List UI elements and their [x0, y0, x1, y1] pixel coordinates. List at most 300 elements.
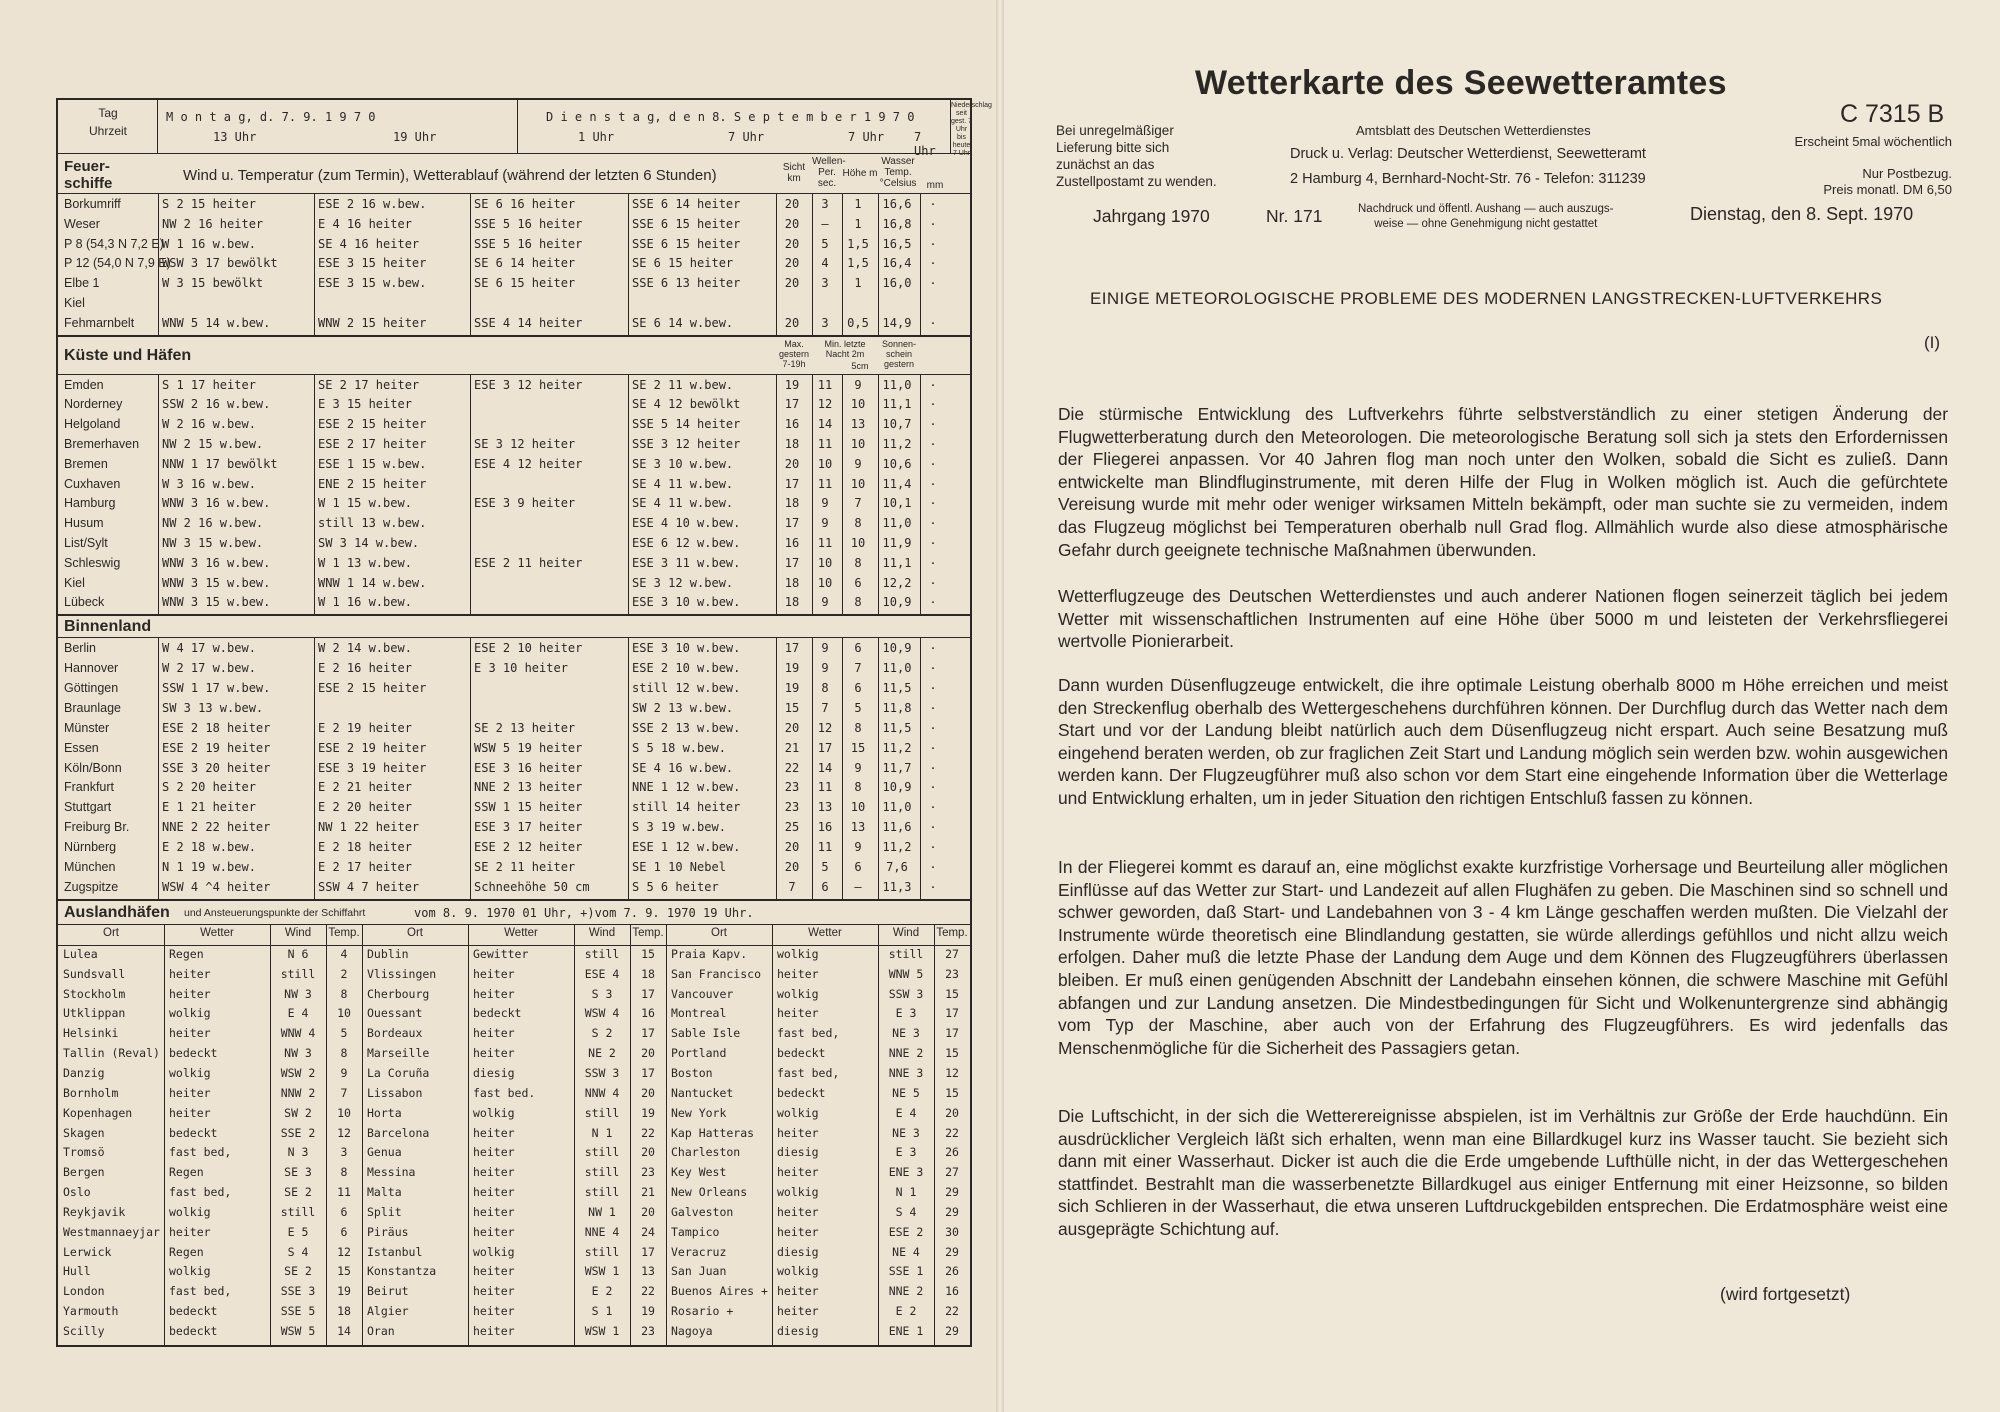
table-cell: S 4 — [895, 1204, 917, 1219]
table-cell: W 2 16 w.bew. — [162, 417, 256, 432]
ausland-col-header: Wind — [892, 926, 920, 939]
station-name: Zugspitze — [64, 879, 119, 894]
table-cell: . — [930, 491, 936, 509]
table-cell: 9 — [821, 496, 829, 511]
table-cell: SSW 3 — [888, 986, 924, 1001]
table-cell: NNW 4 — [584, 1085, 620, 1100]
table-cell: 11 — [817, 476, 833, 491]
col-mm: mm — [926, 180, 944, 191]
table-cell: 16,6 — [882, 197, 912, 211]
table-cell: wolkig — [777, 986, 819, 1001]
table-cell: 15 — [945, 1085, 959, 1100]
table-cell: Regen — [169, 946, 204, 961]
table-cell: 10 — [850, 800, 866, 815]
port-name: Boston — [671, 1065, 713, 1080]
table-cell: 6 — [854, 859, 862, 874]
table-cell: NW 3 — [284, 986, 312, 1001]
table-cell: 11 — [817, 535, 833, 550]
table-row — [58, 797, 970, 817]
port-name: Cherbourg — [367, 986, 430, 1001]
table-cell: 15 — [641, 946, 655, 961]
table-cell: E 2 21 heiter — [318, 780, 412, 795]
table-cell: 10,9 — [882, 595, 912, 610]
table-cell: 22 — [641, 1125, 655, 1140]
section-binnenland — [58, 616, 970, 901]
table-cell: 10,7 — [882, 417, 912, 432]
table-cell: SSW 1 15 heiter — [474, 800, 583, 815]
table-cell: 12 — [817, 397, 833, 412]
table-cell: W 1 16 w.bew. — [162, 236, 256, 251]
table-cell: heiter — [473, 1026, 515, 1041]
address: 2 Hamburg 4, Bernhard-Nocht-Str. 76 - Telefon: 311239 — [1290, 171, 1646, 187]
table-cell: 16,4 — [882, 256, 912, 271]
table-row — [58, 253, 970, 273]
table-cell: SW 2 — [284, 1105, 312, 1120]
port-name: Praia Kapv. — [671, 946, 748, 961]
table-cell: fast bed. — [473, 1085, 536, 1100]
column-divider — [666, 925, 667, 1345]
issue-number: Nr. 171 — [1266, 206, 1323, 226]
table-row — [58, 513, 970, 533]
table-cell: ESE 3 17 heiter — [474, 820, 583, 835]
table-cell: 17 — [641, 1026, 655, 1041]
port-name: Portland — [671, 1046, 727, 1061]
table-row — [58, 874, 970, 897]
table-cell: S 2 — [591, 1026, 613, 1041]
table-cell: SE 2 — [284, 1185, 312, 1200]
column-divider — [362, 925, 363, 1345]
port-name: La Coruña — [367, 1065, 430, 1080]
table-cell: still 13 w.bew. — [318, 516, 427, 531]
table-row — [58, 273, 970, 293]
table-cell: 10 — [817, 555, 833, 570]
table-cell: 1 — [854, 276, 862, 291]
port-name: Konstantza — [367, 1264, 437, 1279]
section-kueste — [58, 337, 970, 617]
table-cell: 8 — [854, 780, 862, 795]
table-cell: NNE 1 12 w.bew. — [632, 780, 741, 795]
table-cell: heiter — [169, 1105, 211, 1120]
table-cell: 21 — [641, 1185, 655, 1200]
table-cell: SE 6 15 heiter — [474, 276, 576, 291]
table-cell: 20 — [784, 236, 800, 251]
table-cell: 18 — [784, 595, 800, 610]
table-cell: 2 — [340, 966, 348, 981]
table-cell: heiter — [777, 1006, 819, 1021]
table-cell: S 5 6 heiter — [632, 879, 719, 894]
table-cell: heiter — [473, 1304, 515, 1319]
table-cell: 18 — [784, 436, 800, 451]
port-name: Beirut — [367, 1284, 409, 1299]
port-name: Horta — [367, 1105, 402, 1120]
port-name: Oslo — [63, 1185, 91, 1200]
table-cell: SE 4 11 w.bew. — [632, 476, 734, 491]
table-cell: ESE 2 10 w.bew. — [632, 661, 741, 676]
table-cell: NNE 2 22 heiter — [162, 820, 271, 835]
station-name: Kiel — [64, 575, 85, 590]
table-cell: 17 — [784, 516, 800, 531]
table-cell: 23 — [641, 1324, 655, 1339]
port-name: Utklippan — [63, 1006, 126, 1021]
table-cell: SE 6 16 heiter — [474, 197, 576, 211]
table-cell: 23 — [641, 1165, 655, 1180]
table-cell: 16,5 — [882, 236, 912, 251]
port-name: Danzig — [63, 1065, 105, 1080]
table-cell: heiter — [777, 1204, 819, 1219]
table-cell: 17 — [817, 740, 833, 755]
table-cell: E 4 16 heiter — [318, 216, 412, 231]
table-cell: SSE 2 — [280, 1125, 316, 1140]
table-cell: 14 — [337, 1324, 351, 1339]
table-cell: . — [930, 755, 936, 773]
table-cell: 10,9 — [882, 641, 912, 656]
column-divider — [468, 925, 469, 1345]
table-cell: 29 — [945, 1324, 959, 1339]
table-cell: heiter — [473, 1204, 515, 1219]
table-cell: N 1 — [591, 1125, 613, 1140]
table-cell: 11,1 — [882, 555, 912, 570]
table-cell: still — [584, 1185, 620, 1200]
table-cell: 1 — [854, 197, 862, 211]
table-cell: ESE 4 — [584, 966, 620, 981]
table-cell: bedeckt — [777, 1046, 826, 1061]
table-cell: 4 — [340, 946, 348, 961]
table-cell: 1,5 — [847, 256, 869, 271]
table-cell: SSE 5 16 heiter — [474, 216, 583, 231]
table-cell: 20 — [784, 216, 800, 231]
table-row — [58, 471, 970, 494]
table-cell: 3 — [821, 276, 829, 291]
table-cell: heiter — [473, 1224, 515, 1239]
table-cell: W 1 15 w.bew. — [318, 496, 412, 511]
port-name: Malta — [367, 1185, 402, 1200]
table-cell: ESE 2 17 heiter — [318, 436, 427, 451]
table-cell: 8 — [340, 1165, 348, 1180]
table-cell: . — [930, 715, 936, 733]
table-cell: 13 — [641, 1264, 655, 1279]
table-cell: E 2 — [895, 1304, 917, 1319]
table-cell: E 1 21 heiter — [162, 800, 256, 815]
table-cell: 6 — [340, 1204, 348, 1219]
port-name: Oran — [367, 1324, 395, 1339]
table-cell: heiter — [473, 1185, 515, 1200]
table-cell: 3 — [821, 315, 829, 330]
table-cell: 13 — [850, 820, 866, 835]
table-cell: 11 — [817, 377, 833, 392]
table-cell: 7 — [821, 700, 829, 715]
table-cell: 29 — [945, 1244, 959, 1259]
table-cell: S 3 19 w.bew. — [632, 820, 726, 835]
table-cell: . — [930, 511, 936, 529]
table-cell: still — [584, 1145, 620, 1160]
table-cell: 14,9 — [882, 315, 912, 330]
table-cell: ESE 1 15 w.bew. — [318, 456, 427, 471]
table-cell: ESE 3 15 heiter — [318, 256, 427, 271]
table-cell: ESE 2 11 heiter — [474, 555, 583, 570]
table-cell: 18 — [784, 496, 800, 511]
table-cell: SSW 4 7 heiter — [318, 879, 420, 894]
table-cell: heiter — [777, 1224, 819, 1239]
col-max: Max. gestern 7-19h — [778, 338, 810, 369]
port-name: Lissabon — [367, 1085, 423, 1100]
table-cell: 7,6 — [886, 859, 908, 874]
port-name: Vlissingen — [367, 966, 437, 981]
table-cell: . — [930, 775, 936, 793]
table-cell: SE 3 12 heiter — [474, 436, 576, 451]
port-name: Scilly — [63, 1324, 105, 1339]
table-cell: NE 5 — [892, 1085, 920, 1100]
table-cell: E 3 10 heiter — [474, 661, 568, 676]
station-name: Weser — [64, 216, 100, 231]
table-cell: 23 — [945, 966, 959, 981]
col-sonne: Sonnen- schein gestern — [881, 338, 917, 369]
table-cell: 5 — [854, 700, 862, 715]
table-cell: 11,1 — [882, 397, 912, 412]
table-cell: . — [930, 550, 936, 568]
table-row — [58, 854, 970, 877]
table-cell: ESE 4 12 heiter — [474, 456, 583, 471]
table-cell: 9 — [854, 760, 862, 775]
table-cell: S 2 15 heiter — [162, 197, 256, 211]
delivery-info: Bei unregelmäßiger Lieferung bitte sich zunächst an das Zustellpostamt zu wenden. — [1056, 123, 1217, 189]
table-cell: WSW 4 — [584, 1006, 620, 1021]
port-name: Skagen — [63, 1125, 105, 1140]
table-cell: 22 — [945, 1304, 959, 1319]
table-cell: E 2 16 heiter — [318, 661, 412, 676]
table-cell: heiter — [473, 1264, 515, 1279]
port-name: Rosario + — [671, 1304, 734, 1319]
header-tuesday: D i e n s t a g, d e n 8. S e p t e m b e r 1 9 7 0 — [546, 110, 915, 124]
table-cell: 20 — [641, 1046, 655, 1061]
table-cell: SW 3 14 w.bew. — [318, 535, 420, 550]
table-cell: 10 — [817, 575, 833, 590]
table-cell: SE 3 10 w.bew. — [632, 456, 734, 471]
subscription-info: Erscheint 5mal wöchentlich Nur Postbezug. Preis monatl. DM 6,50 — [1794, 134, 1952, 197]
station-name: Borkumriff — [64, 197, 121, 211]
table-cell: SE 6 14 w.bew. — [632, 315, 734, 330]
table-cell: 20 — [784, 456, 800, 471]
table-cell: wolkig — [169, 1006, 211, 1021]
paragraph-2: Wetterflugzeuge des Deutschen Wetterdienstes und auch anderer Nationen flogen seinerzeit täglich bei jedem Wetter mit wissenschaftlichen Instrumenten auf eine Höhe über 5000 m und leisteten der Verkehrsfliegerei wertvolle Pionierarbeit. — [1058, 586, 1948, 652]
table-cell: 19 — [784, 680, 800, 695]
table-cell: 0,5 — [847, 315, 869, 330]
table-cell: 19 — [337, 1284, 351, 1299]
table-cell: WNW 5 — [888, 966, 924, 981]
table-cell: 9 — [854, 840, 862, 855]
table-header — [58, 100, 992, 158]
port-name: San Francisco — [671, 966, 762, 981]
table-cell: 15 — [784, 700, 800, 715]
col-wasser: Wasser Temp. °Celsius — [879, 156, 917, 189]
header-monday: M o n t a g, d. 7. 9. 1 9 7 0 — [166, 110, 376, 124]
col-per: Wellen- Per. sec. — [812, 156, 846, 189]
station-name: Berlin — [64, 641, 96, 656]
table-row — [58, 310, 970, 333]
ausland-note: vom 8. 9. 1970 01 Uhr, +)vom 7. 9. 1970 19 Uhr. — [414, 905, 754, 920]
table-cell: S 1 17 heiter — [162, 377, 256, 392]
table-cell: 11,2 — [882, 740, 912, 755]
port-name: Bergen — [63, 1165, 105, 1180]
station-name: Braunlage — [64, 700, 121, 715]
table-cell: ESE 2 19 heiter — [162, 740, 271, 755]
table-row — [58, 194, 970, 214]
station-name: Freiburg Br. — [64, 820, 130, 835]
table-cell: 12 — [817, 720, 833, 735]
table-cell: 26 — [945, 1264, 959, 1279]
table-cell: 6 — [854, 575, 862, 590]
table-cell: heiter — [473, 1324, 515, 1339]
table-cell: fast bed, — [777, 1065, 840, 1080]
table-cell: 18 — [337, 1304, 351, 1319]
table-cell: E 3 — [895, 1006, 917, 1021]
port-name: Bordeaux — [367, 1026, 423, 1041]
station-name: München — [64, 859, 116, 874]
amtsblatt: Amtsblatt des Deutschen Wetterdienstes — [1356, 123, 1591, 138]
table-cell: 10 — [850, 397, 866, 412]
table-cell: ESE 6 12 w.bew. — [632, 535, 741, 550]
port-name: Vancouver — [671, 986, 734, 1001]
table-cell: 14 — [817, 417, 833, 432]
station-name: List/Sylt — [64, 535, 108, 550]
table-cell: 20 — [784, 256, 800, 271]
table-cell: WNW 3 15 w.bew. — [162, 595, 271, 610]
table-cell: 17 — [641, 1244, 655, 1259]
table-cell: 16,0 — [882, 276, 912, 291]
edition-code: C 7315 B — [1840, 100, 1945, 128]
nachdruck-note: Nachdruck und öffentl. Aushang — auch auszugs- weise — ohne Genehmigung nicht gestattet — [1358, 203, 1614, 230]
table-cell: 10,1 — [882, 496, 912, 511]
table-cell: 20 — [641, 1145, 655, 1160]
station-name: Nürnberg — [64, 840, 117, 855]
table-cell: heiter — [169, 1026, 211, 1041]
ausland-sub: und Ansteuerungspunkte der Schiffahrt — [184, 906, 366, 919]
port-name: Algier — [367, 1304, 409, 1319]
ausland-col-header: Ort — [407, 926, 423, 939]
table-cell: 16 — [817, 820, 833, 835]
station-name: Hamburg — [64, 496, 116, 511]
table-cell: 29 — [945, 1185, 959, 1200]
table-cell: WNW 2 15 heiter — [318, 315, 427, 330]
table-cell: 11 — [817, 780, 833, 795]
table-row — [58, 550, 970, 573]
table-cell: . — [930, 310, 936, 328]
table-cell: E 2 19 heiter — [318, 720, 412, 735]
table-cell: still — [584, 1165, 620, 1180]
station-name: Lübeck — [64, 595, 105, 610]
table-cell: wolkig — [473, 1105, 515, 1120]
table-cell: 30 — [945, 1224, 959, 1239]
port-name: Reykjavik — [63, 1204, 126, 1219]
table-cell: E 2 18 w.bew. — [162, 840, 256, 855]
table-cell: ESE 2 19 heiter — [318, 740, 427, 755]
port-name: Tromsö — [63, 1145, 105, 1160]
table-cell: NNE 2 — [888, 1046, 924, 1061]
table-cell: 8 — [854, 720, 862, 735]
table-cell: heiter — [473, 1145, 515, 1160]
table-cell: ESE 2 18 heiter — [162, 720, 271, 735]
table-cell: 20 — [784, 276, 800, 291]
table-cell: – — [854, 879, 862, 894]
table-cell: SSE 5 — [280, 1304, 316, 1319]
table-cell: 17 — [784, 555, 800, 570]
table-cell: 14 — [817, 760, 833, 775]
table-row — [58, 372, 970, 395]
table-cell: 11 — [817, 840, 833, 855]
table-cell: ESE 3 16 heiter — [474, 760, 583, 775]
station-name: Münster — [64, 720, 110, 735]
table-cell: ESE 3 10 w.bew. — [632, 641, 741, 656]
table-cell: W 3 15 bewölkt — [162, 276, 264, 291]
table-cell: 10 — [817, 456, 833, 471]
table-cell: N 1 — [895, 1185, 917, 1200]
table-cell: heiter — [169, 986, 211, 1001]
table-cell: NE 3 — [892, 1125, 920, 1140]
table-cell: SE 3 12 w.bew. — [632, 575, 734, 590]
article-heading: EINIGE METEOROLOGISCHE PROBLEME DES MODERNEN LANGSTRECKEN-LUFTVERKEHRS — [1090, 289, 1883, 308]
table-cell: heiter — [777, 1125, 819, 1140]
table-cell: SE 2 11 w.bew. — [632, 377, 734, 392]
station-name: Helgoland — [64, 417, 121, 432]
table-cell: 17 — [641, 986, 655, 1001]
table-cell: ESE 2 — [888, 1224, 924, 1239]
port-name: Hull — [63, 1264, 91, 1279]
station-name: Husum — [64, 516, 104, 531]
table-row — [58, 715, 970, 738]
table-cell: bedeckt — [169, 1125, 218, 1140]
port-name: New Orleans — [671, 1185, 748, 1200]
table-cell: 20 — [784, 720, 800, 735]
table-cell: W 1 13 w.bew. — [318, 555, 412, 570]
table-cell: WSW 4 ^4 heiter — [162, 879, 271, 894]
table-cell: N 3 — [287, 1145, 309, 1160]
table-cell: heiter — [473, 986, 515, 1001]
table-cell: heiter — [473, 1284, 515, 1299]
table-cell: NNE 3 — [888, 1065, 924, 1080]
table-cell: 8 — [340, 986, 348, 1001]
table-cell: 10 — [337, 1006, 351, 1021]
table-cell: heiter — [777, 1165, 819, 1180]
table-cell: bedeckt — [169, 1324, 218, 1339]
table-cell: diesig — [777, 1324, 819, 1339]
table-cell: E 4 — [895, 1105, 917, 1120]
header-uhrzeit: Uhrzeit — [88, 124, 127, 138]
station-name: Essen — [64, 740, 99, 755]
table-cell: 9 — [821, 595, 829, 610]
table-cell: NW 3 15 w.bew. — [162, 535, 264, 550]
port-name: Helsinki — [63, 1026, 119, 1041]
table-cell: fast bed, — [169, 1145, 232, 1160]
port-name: Yarmouth — [63, 1304, 119, 1319]
feuer-desc: Wind u. Temperatur (zum Termin), Wetterablauf (während der letzten 6 Stunden) — [183, 167, 717, 184]
article-part: (I) — [1924, 333, 1941, 352]
table-cell: . — [930, 211, 936, 229]
port-name: Barcelona — [367, 1125, 430, 1140]
table-cell: WNW 3 16 w.bew. — [162, 496, 271, 511]
table-cell: Schneehöhe 50 cm — [474, 879, 590, 894]
header-tag: Tag — [98, 106, 118, 120]
table-cell: 10 — [850, 535, 866, 550]
port-name: Veracruz — [671, 1244, 727, 1259]
table-cell: ENE 3 — [888, 1165, 924, 1180]
table-cell: SE 4 16 w.bew. — [632, 760, 734, 775]
port-name: Kap Hatteras — [671, 1125, 755, 1140]
table-cell: SW 2 13 w.bew. — [632, 700, 734, 715]
table-cell: SSE 5 14 heiter — [632, 417, 741, 432]
table-cell: 11 — [817, 436, 833, 451]
ausland-col-header: Wetter — [504, 926, 538, 939]
table-cell: 10,6 — [882, 456, 912, 471]
table-cell: wolkig — [169, 1204, 211, 1219]
